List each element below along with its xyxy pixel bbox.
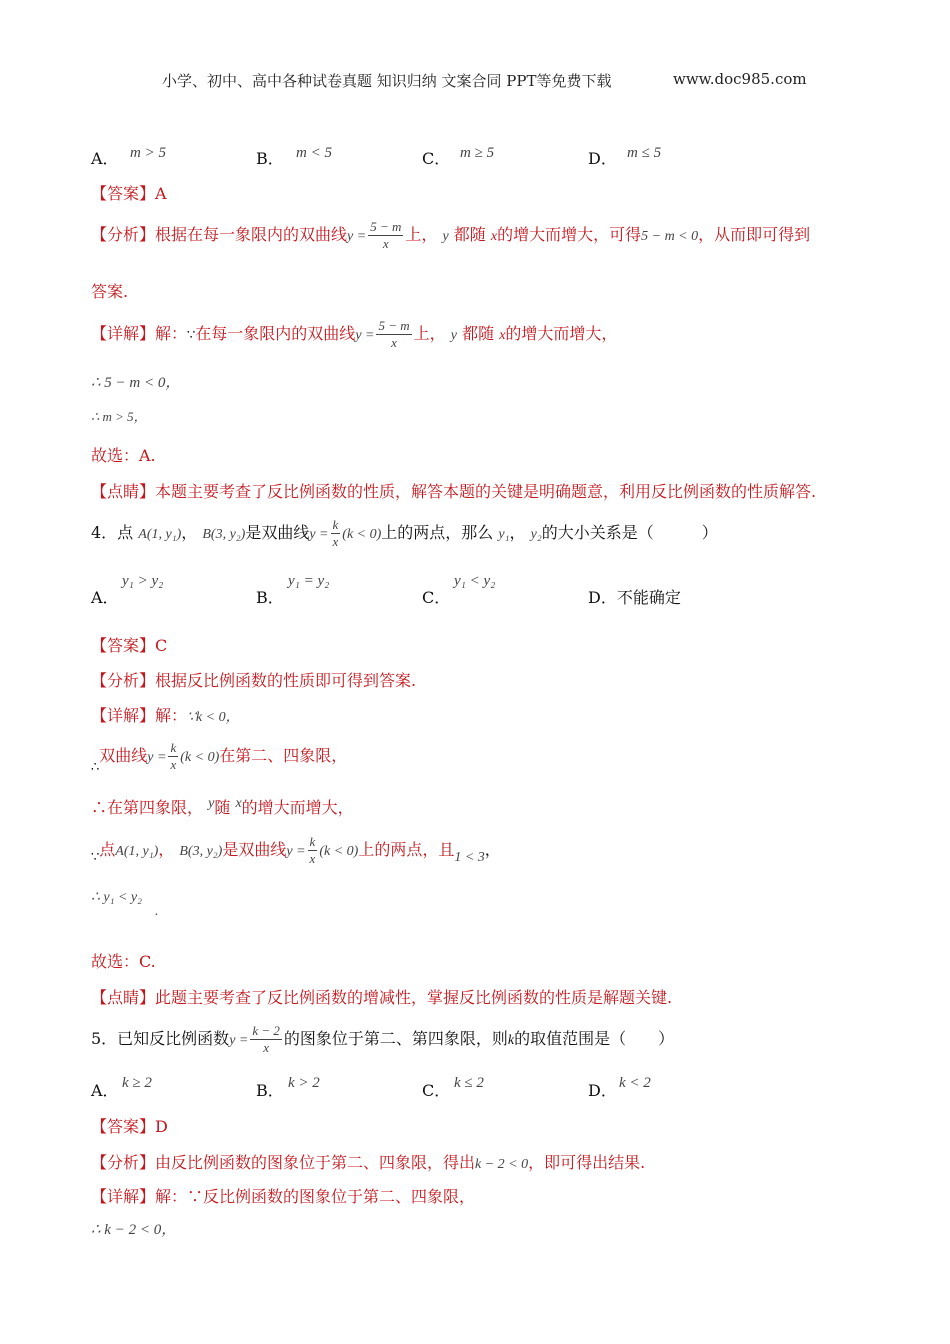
fraction-den: x xyxy=(332,534,339,549)
var-x: x xyxy=(235,796,242,811)
option-b-label: B． xyxy=(256,149,284,168)
analysis-text: 上， xyxy=(405,225,438,244)
point-b: B(3, y₂) xyxy=(179,844,223,859)
option-b-label: B． xyxy=(256,1081,284,1100)
header-text: 小学、初中、高中各种试卷真题 知识归纳 文案合同 PPT等免费下载 xyxy=(162,72,612,90)
stem-text: 的图象位于第二、第四象限，则 xyxy=(283,1029,508,1048)
var-x: x xyxy=(499,328,506,343)
detail-text: 都随 xyxy=(462,324,495,343)
q4-detail xyxy=(91,703,240,726)
point-a: A(1, y₁) xyxy=(138,527,182,542)
fraction-num: k xyxy=(170,740,177,755)
separator: ， xyxy=(181,523,198,542)
eq-lhs: y = xyxy=(229,1033,249,1048)
stem-text: 的取值范围是（ ） xyxy=(514,1029,675,1048)
fraction-num: k xyxy=(309,834,316,849)
fraction-num: 5 − m xyxy=(378,318,410,333)
step-text: 双曲线 xyxy=(99,746,148,765)
detail-text: 上， xyxy=(413,324,446,343)
fraction-den: x xyxy=(170,757,177,772)
q5-step1: ∴ k − 2 < 0， xyxy=(91,1222,177,1238)
separator: ， xyxy=(158,840,175,859)
condition: 5 − m < 0 xyxy=(641,229,699,244)
detail-text: 在每一象限内的双曲线 xyxy=(195,324,356,343)
option-a-label: A． xyxy=(91,588,119,607)
condition: k − 2 < 0 xyxy=(475,1157,529,1172)
fraction xyxy=(376,318,411,351)
detail-label: 【详解】解： xyxy=(91,324,188,343)
detail-label: 【详解】解： xyxy=(91,706,188,725)
var-y: y xyxy=(450,328,457,343)
q4-analysis: 【分析】根据反比例函数的性质即可得到答案. xyxy=(91,671,417,690)
step-text: 的增大而增大， xyxy=(241,798,354,817)
eq-lhs: y = xyxy=(355,328,375,343)
condition: (k < 0) xyxy=(319,844,359,859)
q3-comment: 【点睛】本题主要考查了反比例函数的性质，解答本题的关键是明确题意，利用反比例函数的性质解答. xyxy=(91,482,817,501)
detail-text: 的增大而增大， xyxy=(505,324,618,343)
fraction-den: x xyxy=(263,1040,270,1055)
q3-answer: 【答案】A xyxy=(91,184,167,203)
q3-analysis-line2: 答案. xyxy=(91,282,129,301)
fraction xyxy=(168,740,178,773)
fraction xyxy=(368,219,403,252)
option-a-label: A． xyxy=(91,1081,119,1100)
option-a-math: y₁ > y₂ xyxy=(122,573,164,589)
option-b-math: m < 5 xyxy=(296,145,332,161)
because-symbol: ∵ xyxy=(187,328,196,343)
q4-answer: 【答案】C xyxy=(91,636,168,655)
eq-lhs: y = xyxy=(286,844,306,859)
step-text: 在第二、四象限， xyxy=(219,746,348,765)
q5-analysis xyxy=(91,1150,645,1173)
var-x: x xyxy=(490,229,498,244)
step-text: 上的两点，且 xyxy=(358,840,455,859)
analysis-text: ，从而即可得到 xyxy=(698,225,811,244)
q3-choose: 故选：A. xyxy=(91,446,156,465)
question-number: 4．点 xyxy=(91,523,134,542)
fraction-num: k − 2 xyxy=(252,1023,280,1038)
point-b: B(3, y₂) xyxy=(202,527,246,542)
q3-step1: ∴ 5 − m < 0， xyxy=(91,375,181,391)
q5-stem xyxy=(91,1023,674,1056)
option-c-math: y₁ < y₂ xyxy=(454,573,496,589)
option-c-math: m ≥ 5 xyxy=(460,145,495,161)
q3-step2: ∴ m > 5， xyxy=(91,409,147,424)
option-b-math: k > 2 xyxy=(288,1075,320,1091)
var-k: k xyxy=(507,1033,515,1048)
var-y: y xyxy=(208,796,215,811)
option-c-label: C． xyxy=(422,1081,451,1100)
option-b-math: y₁ = y₂ xyxy=(288,573,330,589)
condition: ∵k < 0， xyxy=(187,710,240,725)
separator: ， xyxy=(484,840,501,859)
option-c-label: C． xyxy=(422,149,451,168)
because-symbol: ∵ xyxy=(91,850,100,865)
fraction xyxy=(250,1023,282,1056)
q4-comment: 【点睛】此题主要考查了反比例函数的增减性，掌握反比例函数的性质是解题关键. xyxy=(91,988,673,1007)
option-d-label: D．不能确定 xyxy=(588,588,681,607)
stem-text: 是双曲线 xyxy=(245,523,310,542)
option-d-label: D． xyxy=(588,1081,617,1100)
step-text: 点 xyxy=(99,840,116,859)
analysis-text: ，即可得出结果. xyxy=(528,1153,646,1172)
step-text: 随 xyxy=(214,798,231,817)
option-a-math: m > 5 xyxy=(130,145,166,161)
q4-step4-period: . xyxy=(155,904,159,919)
option-d-math: m ≤ 5 xyxy=(627,145,662,161)
option-b-label: B． xyxy=(256,588,284,607)
fraction-num: k xyxy=(332,517,339,532)
point-a: A(1, y₁) xyxy=(115,844,159,859)
q4-step1 xyxy=(91,740,347,773)
eq-lhs: y = xyxy=(309,527,329,542)
q4-step4: ∴ y₁ < y₂ xyxy=(91,890,143,905)
step-text: 是双曲线 xyxy=(222,840,287,859)
q3-analysis xyxy=(91,219,810,252)
option-c-math: k ≤ 2 xyxy=(454,1075,484,1091)
q4-stem xyxy=(91,517,718,550)
stem-text: 上的两点，那么 xyxy=(381,523,494,542)
separator: ， xyxy=(509,523,526,542)
fraction-num: 5 − m xyxy=(370,219,402,234)
condition: (k < 0) xyxy=(180,750,220,765)
q4-step3 xyxy=(91,834,501,867)
analysis-text: 【分析】由反比例函数的图象位于第二、四象限，得出 xyxy=(91,1153,476,1172)
fraction xyxy=(308,834,318,867)
q5-detail: 【详解】解：∵反比例函数的图象位于第二、四象限， xyxy=(91,1187,476,1206)
option-d-math: k < 2 xyxy=(619,1075,651,1091)
fraction-den: x xyxy=(309,851,316,866)
stem-text: 的大小关系是（ ） xyxy=(541,523,718,542)
q4-step2 xyxy=(91,795,354,818)
analysis-text: 的增大而增大，可得 xyxy=(497,225,642,244)
option-a-label: A． xyxy=(91,149,119,168)
analysis-text: 都随 xyxy=(453,225,486,244)
question-number: 5．已知反比例函数 xyxy=(91,1029,230,1048)
header-url[interactable]: www.doc985.com xyxy=(673,70,807,88)
option-a-math: k ≥ 2 xyxy=(122,1075,152,1091)
fraction-den: x xyxy=(391,335,397,350)
therefore-symbol: ∴ xyxy=(91,760,100,775)
q5-answer: 【答案】D xyxy=(91,1117,168,1136)
var-y2: y₂ xyxy=(530,527,542,542)
analysis-text: 【分析】根据在每一象限内的双曲线 xyxy=(91,225,348,244)
condition: (k < 0) xyxy=(342,527,382,542)
inequality: 1 < 3 xyxy=(454,850,485,865)
option-d-label: D． xyxy=(588,149,617,168)
q4-choose: 故选：C. xyxy=(91,952,156,971)
var-y: y xyxy=(442,229,449,244)
option-c-label: C． xyxy=(422,588,451,607)
step-text: ∴在第四象限， xyxy=(91,798,204,817)
fraction-den: x xyxy=(382,236,389,251)
eq-lhs: y = xyxy=(347,229,367,244)
eq-lhs: y = xyxy=(147,750,167,765)
fraction xyxy=(331,517,341,550)
var-y1: y₁ xyxy=(498,527,510,542)
q3-detail xyxy=(91,318,617,351)
